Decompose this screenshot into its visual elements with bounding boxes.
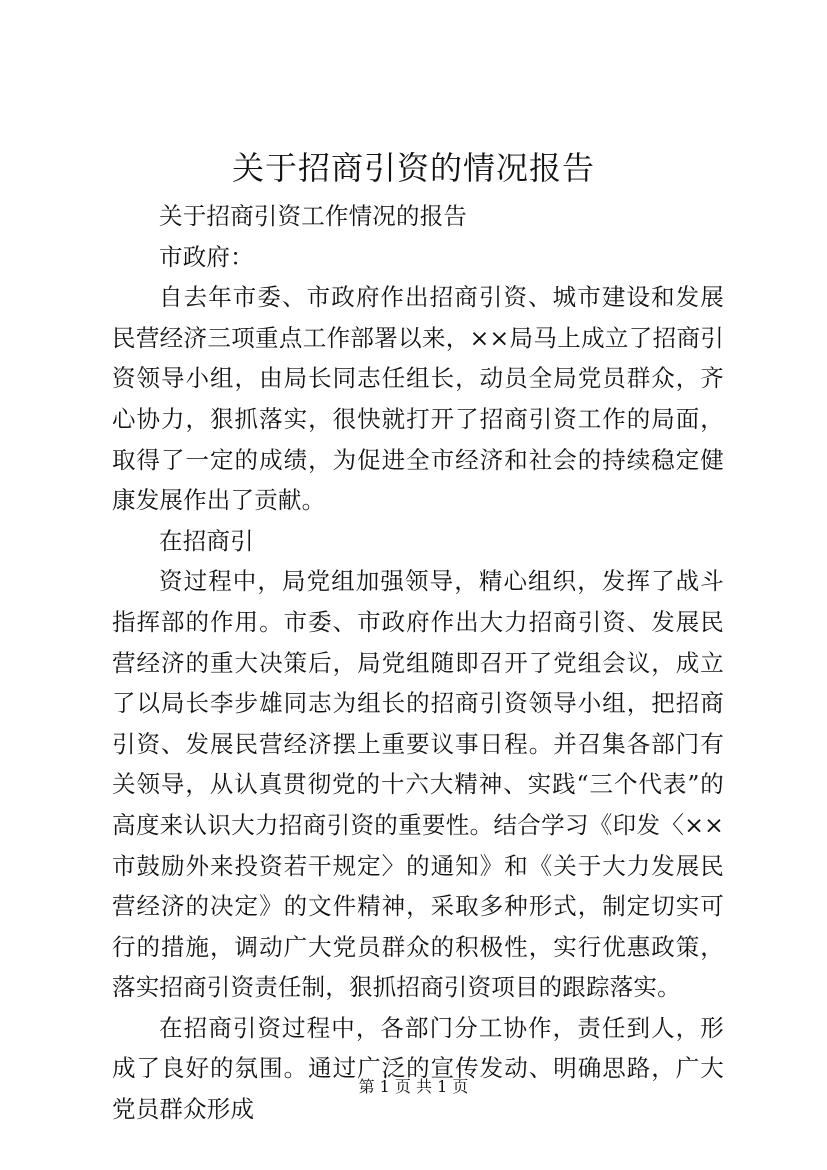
page-number-footer: 第 1 页 共 1 页 bbox=[358, 1077, 469, 1096]
report-subtitle: 关于招商引资工作情况的报告 bbox=[159, 202, 468, 230]
body-paragraph: 在招商引资过程中，各部门分工协作，责任到人，形成了良好的氛围。通过广泛的宣传发动、明确思路，广大党员群众形成 bbox=[112, 1013, 724, 1124]
body-paragraph: 自去年市委、市政府作出招商引资、城市建设和发展民营经济三项重点工作部署以来，××局马上成立了招商引资领导小组，由局长同志任组长，动员全局党员群众，齐心协力，狠抓落实，很快就打开了招商引资工作的局面，取得了一定的成绩，为促进全市经济和社会的持续稳定健康发展作出了贡献。 bbox=[112, 283, 724, 515]
document-title: 关于招商引资的情况报告 bbox=[231, 149, 595, 187]
document-body bbox=[112, 196, 724, 1130]
body-paragraph: 资过程中，局党组加强领导，精心组织，发挥了战斗指挥部的作用。市委、市政府作出大力招商引资、发展民营经济的重大决策后，局党组随即召开了党组会议，成立了以局长李步雄同志为组长的招商引资领导小组，把招商引资、发展民营经济摆上重要议事日程。并召集各部门有关领导，从认真贯彻党的十六大精神、实践“三个代表”的高度来认识大力招商引资的重要性。结合学习《印发〈××市鼓励外来投资若干规定〉的通知》和《关于大力发展民营经济的决定》的文件精神，采取多种形式，制定切实可行的措施，调动广大党员群众的积极性，实行优惠政策，落实招商引资责任制，狠抓招商引资项目的跟踪落实。 bbox=[112, 567, 724, 1002]
body-paragraph: 在招商引 bbox=[159, 526, 254, 555]
salutation: 市政府： bbox=[159, 242, 254, 271]
